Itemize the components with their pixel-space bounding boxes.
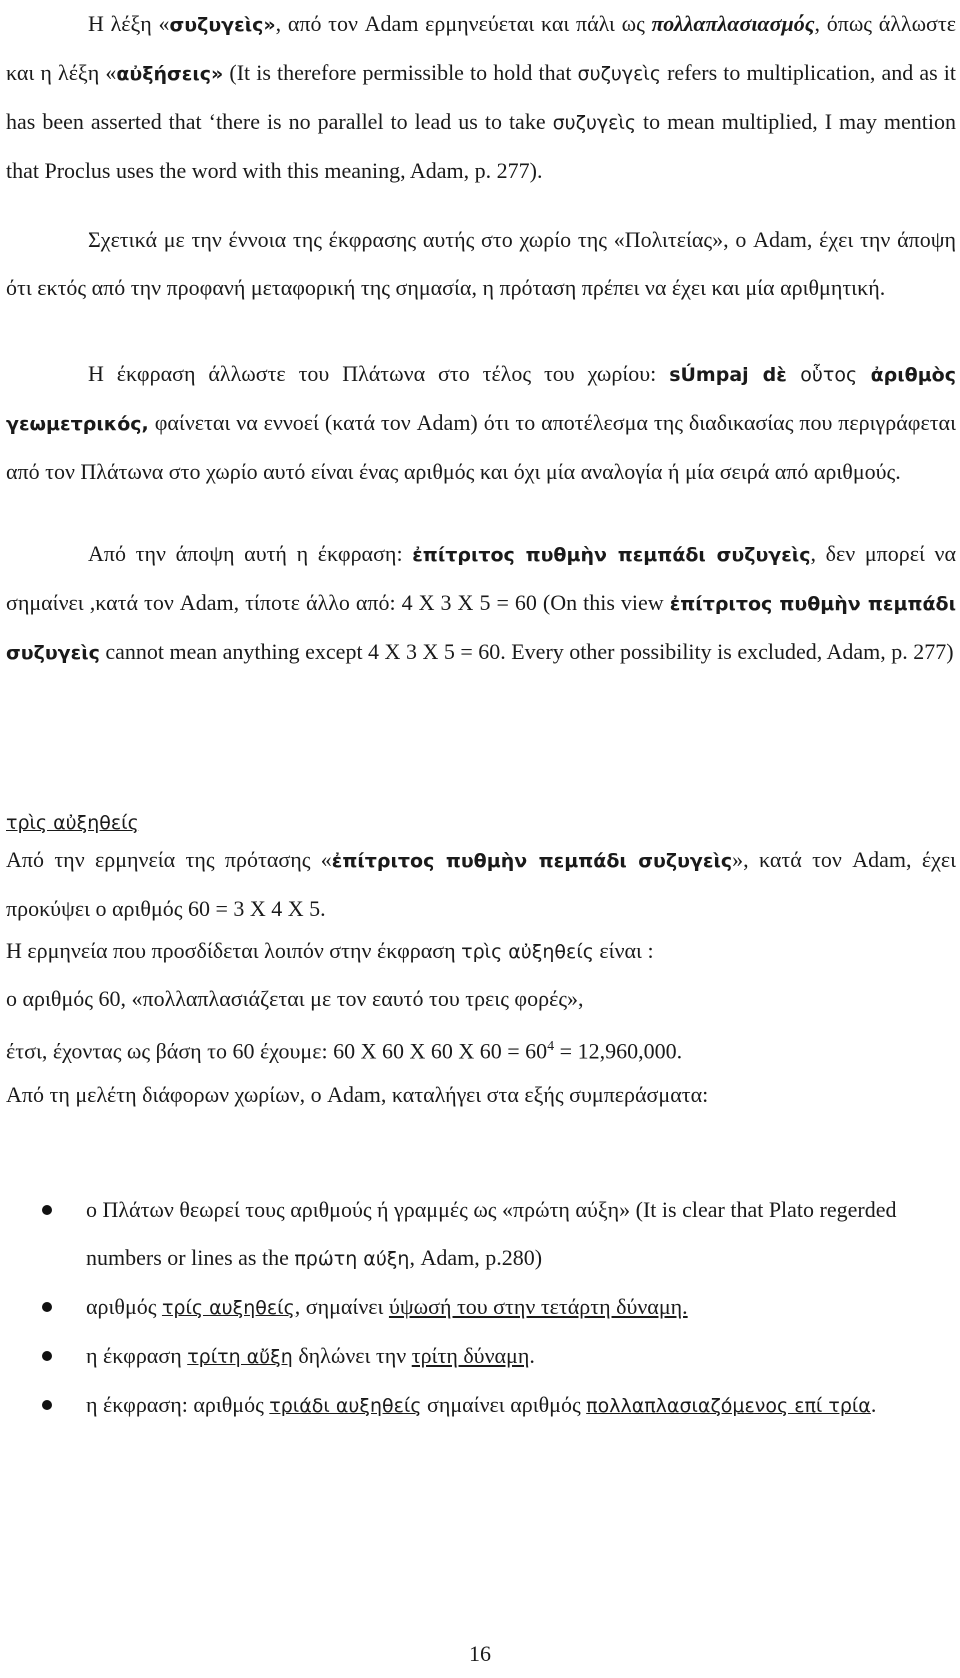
list-item: αριθμός τρίς αυξηθείς, σημαίνει ύψωσή του στην τετάρτη δύναμη. — [0, 1283, 956, 1332]
bullet-icon — [42, 1400, 52, 1410]
section-heading: τρὶς αὐξηθείς — [6, 812, 139, 834]
bullet-icon — [42, 1351, 52, 1361]
paragraph-2: Σχετικά με την έννοια της έκφρασης αυτής στο χωρίο της «Πολιτείας», ο Adam, έχει την άποψη ότι εκτός από την προφανή μεταφορική της σημασία, η πρόταση πρέπει να έχει και μία αριθμητική. — [6, 227, 956, 300]
paragraph-3: Η έκφραση άλλωστε του Πλάτωνα στο τέλος του χωρίου: sÚmpaj dὲ οὗτος ἀριθμὸς γεωμετρικός, φαίνεται να εννοεί (κατά τον Adam) ότι το αποτέλεσμα της διαδικασίας που περιγράφεται από τον Πλάτωνα στο χωρίο αυτό είναι ένας αριθμός και όχι μία αναλογία ή μία σειρά από αριθμούς. — [6, 361, 957, 484]
conclusions-list — [0, 1186, 956, 1430]
list-item: ο Πλάτων θεωρεί τους αριθμούς ή γραμμές ως «πρώτη αύξη» (It is clear that Plato regerded numbers or lines as the πρώτη αύξη, Adam, p.280) — [0, 1186, 956, 1283]
line-9: Από τη μελέτη διάφορων χωρίων, ο Adam, καταλήγει στα εξής συμπεράσματα: — [6, 1082, 709, 1107]
list-item: η έκφραση τρίτη αὔξη δηλώνει την τρίτη δύναμη. — [0, 1332, 956, 1381]
line-6: Η ερμηνεία που προσδίδεται λοιπόν στην έκφραση τρὶς αὐξηθείς είναι : — [6, 938, 654, 963]
paragraph-1: Η λέξη «συζυγεὶς», από τον Adam ερμηνεύεται και πάλι ως πολλαπλασιασμός, όπως άλλωστε και η λέξη «αὐξήσεις» (It is therefore permissible to hold that συζυγεὶς refers to multiplication, and as it has been asserted that ‘there is no parallel to lead us to take συζυγεὶς to mean multiplied, I may mention that Proclus uses the word with this meaning, Adam, p. 277). — [6, 11, 957, 183]
line-7: ο αριθμός 60, «πολλαπλασιάζεται με τον εαυτό του τρεις φορές», — [6, 986, 584, 1011]
line-8: έτσι, έχοντας ως βάση το 60 έχουμε: 60 X 60 X 60 X $60 = 60^4 = 12,960,000$. — [6, 1038, 683, 1064]
paragraph-4: Από την άποψη αυτή η έκφραση: ἐπίτριτος πυθμὴν πεμπάδι συζυγεὶς, δεν μπορεί να σημαίνει ,κατά τον Adam, τίποτε άλλο από: 4 X 3 X 5 = 60 (On this view ἐπίτριτος πυθμὴν πεμπάδι συζυγεὶς cannot mean anything except 4 X 3 X 5 = 60. Every other possibility is excluded, Adam, p. 277) — [6, 541, 956, 664]
list-item: η έκφραση: αριθμός τριάδι αυξηθείς σημαίνει αριθμός πολλαπλασιαζόμενος επί τρία. — [0, 1381, 956, 1430]
bullet-icon — [42, 1205, 52, 1215]
paragraph-5: Από την ερμηνεία της πρότασης «ἐπίτριτος πυθμὴν πεμπάδι συζυγεὶς», κατά τον Adam, έχει προκύψει ο αριθμός 60 = 3 X 4 X 5. — [6, 847, 957, 921]
page-number: 16 — [469, 1641, 491, 1666]
bullet-icon — [42, 1302, 52, 1312]
